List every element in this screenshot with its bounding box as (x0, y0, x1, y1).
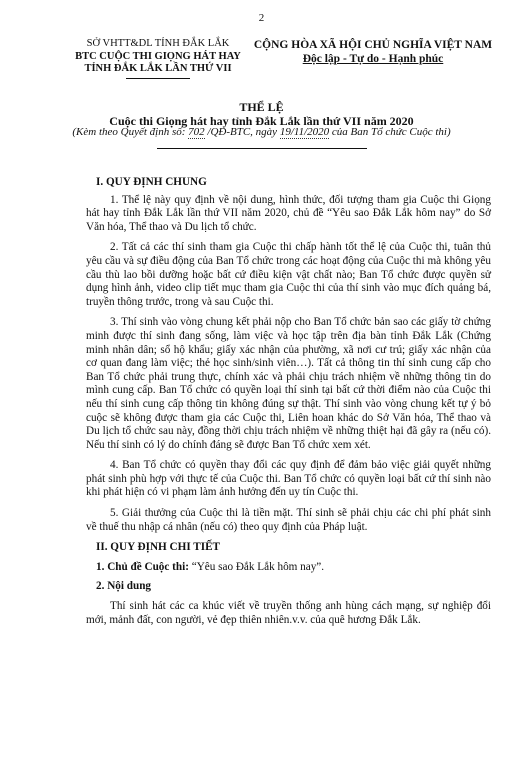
issuer-block (58, 38, 258, 79)
page-number: 2 (258, 12, 265, 24)
national-motto: Độc lập - Tự do - Hạnh phúc (302, 53, 444, 65)
national-header (248, 38, 498, 66)
decision-mid: /QĐ-BTC, ngày (207, 126, 278, 138)
general-paragraph-3: 3. Thí sinh vào vòng chung kết phải nộp cho Ban Tổ chức bản sao các giấy tờ chứng minh được thí sinh đang sống, làm việc và học tập trên địa bàn tỉnh Đắk Lắk (Chứng minh nhân dân; sổ hộ khẩu; giấy xác nhận của phường, xã nơi cư trú; giấy xác nhận của cơ quan đang làm việc; thẻ học sinh/sinh viên…). Tất cả thông tin thí sinh cung cấp cho Ban Tổ chức phải trung thực, chính xác và phải chịu trách nhiệm về những thông tin do mình cung cấp. Ban Tổ chức có quyền loại thí sinh tại bất cứ thời điểm nào của Cuộc thi nếu thí sinh cung cấp thông tin không đúng sự thật. Thí sinh vào vòng chung kết tự ý bỏ cuộc sẽ không được tham gia các Cuộc thi, Liên hoan khác do Sở Văn hóa, Thể thao và Du lịch tổ chức sau này, đồng thời chịu trách nhiệm về những thiệt hại đã gây ra (nếu có). Nếu thí sinh có lý do chính đáng sẽ được Ban Tổ chức xem xét. (86, 316, 491, 451)
issuer-underline (126, 78, 190, 79)
detail-item-2-text: Thí sinh hát các ca khúc viết về truyền thống anh hùng cách mạng, sự nghiệp đổi mới, mảnh đất, con người, vẻ đẹp thiên nhiên.v.v. của quê hương Đắk Lắk. (86, 600, 491, 626)
issuer-line-2: BTC CUỘC THI GIỌNG HÁT HAY (75, 50, 241, 62)
decision-suffix: của Ban Tổ chức Cuộc thi) (331, 126, 451, 138)
section-detail-heading: II. QUY ĐỊNH CHI TIẾT (96, 541, 221, 554)
general-paragraph-5: 5. Giải thưởng của Cuộc thi là tiền mặt. Thí sinh sẽ phải chịu các chi phí phát sinh về thuế thu nhập cá nhân (nếu có) theo quy định của Pháp luật. (86, 507, 491, 533)
decision-prefix: (Kèm theo Quyết định số: (72, 126, 186, 138)
detail-item-2-label: 2. Nội dung (96, 580, 152, 593)
decision-number: 702 (188, 126, 205, 138)
issuer-line-3: TỈNH ĐẮK LẮK LẦN THỨ VII (84, 63, 232, 74)
document-title (0, 100, 523, 128)
title-sub: Cuộc thi Giọng hát hay tỉnh Đắk Lắk lần thứ VII năm 2020 (109, 114, 414, 128)
general-paragraph-1: 1. Thể lệ này quy định về nội dung, hình thức, đối tượng tham gia Cuộc thi Giọng hát hay tỉnh Đắk Lắk lần thứ VII năm 2020, chủ đề “Yêu sao Đắk Lắk hôm nay” do Sở Văn hóa, Thể thao và Du lịch tổ chức. (86, 193, 491, 233)
issuer-line-1: SỞ VHTT&DL TỈNH ĐẮK LẮK (86, 38, 230, 49)
general-paragraph-4: 4. Ban Tổ chức có quyền thay đổi các quy định để đảm bảo việc giải quyết những phát sinh phù hợp với thực tế của Cuộc thi. Ban Tổ chức có quyền loại bất cứ thí sinh nào khi phát hiện có vi phạm làm ảnh hưởng đến uy tín Cuộc thi. (86, 459, 491, 499)
general-paragraph-2: 2. Tất cả các thí sinh tham gia Cuộc thi chấp hành tốt thể lệ của Cuộc thi, tuân thủ yêu cầu và sự điều động của Ban Tổ chức trong các hoạt động của Cuộc thi mà không yêu cầu thù lao bồi dưỡng hoặc bất cứ điều kiện vật chất nào; Ban Tổ chức được quyền sử dụng hình ảnh, video clip tiết mục tham gia Cuộc thi của thí sinh vào mục đích quảng bá, truyền thông trước, trong và sau Cuộc thi. (86, 241, 491, 308)
detail-item-1-label: 1. Chủ đề Cuộc thi: (96, 560, 189, 573)
decision-reference (0, 126, 523, 139)
national-title: CỘNG HÒA XÃ HỘI CHỦ NGHĨA VIỆT NAM (253, 39, 493, 51)
title-divider (157, 148, 367, 149)
detail-item-1-value: “Yêu sao Đắk Lắk hôm nay”. (188, 560, 325, 573)
section-general-heading: I. QUY ĐỊNH CHUNG (96, 176, 207, 188)
title-main: THỂ LỆ (239, 100, 284, 114)
document-body (86, 176, 491, 634)
detail-item-1 (86, 561, 491, 575)
decision-date: 19/11/2020 (279, 126, 330, 138)
